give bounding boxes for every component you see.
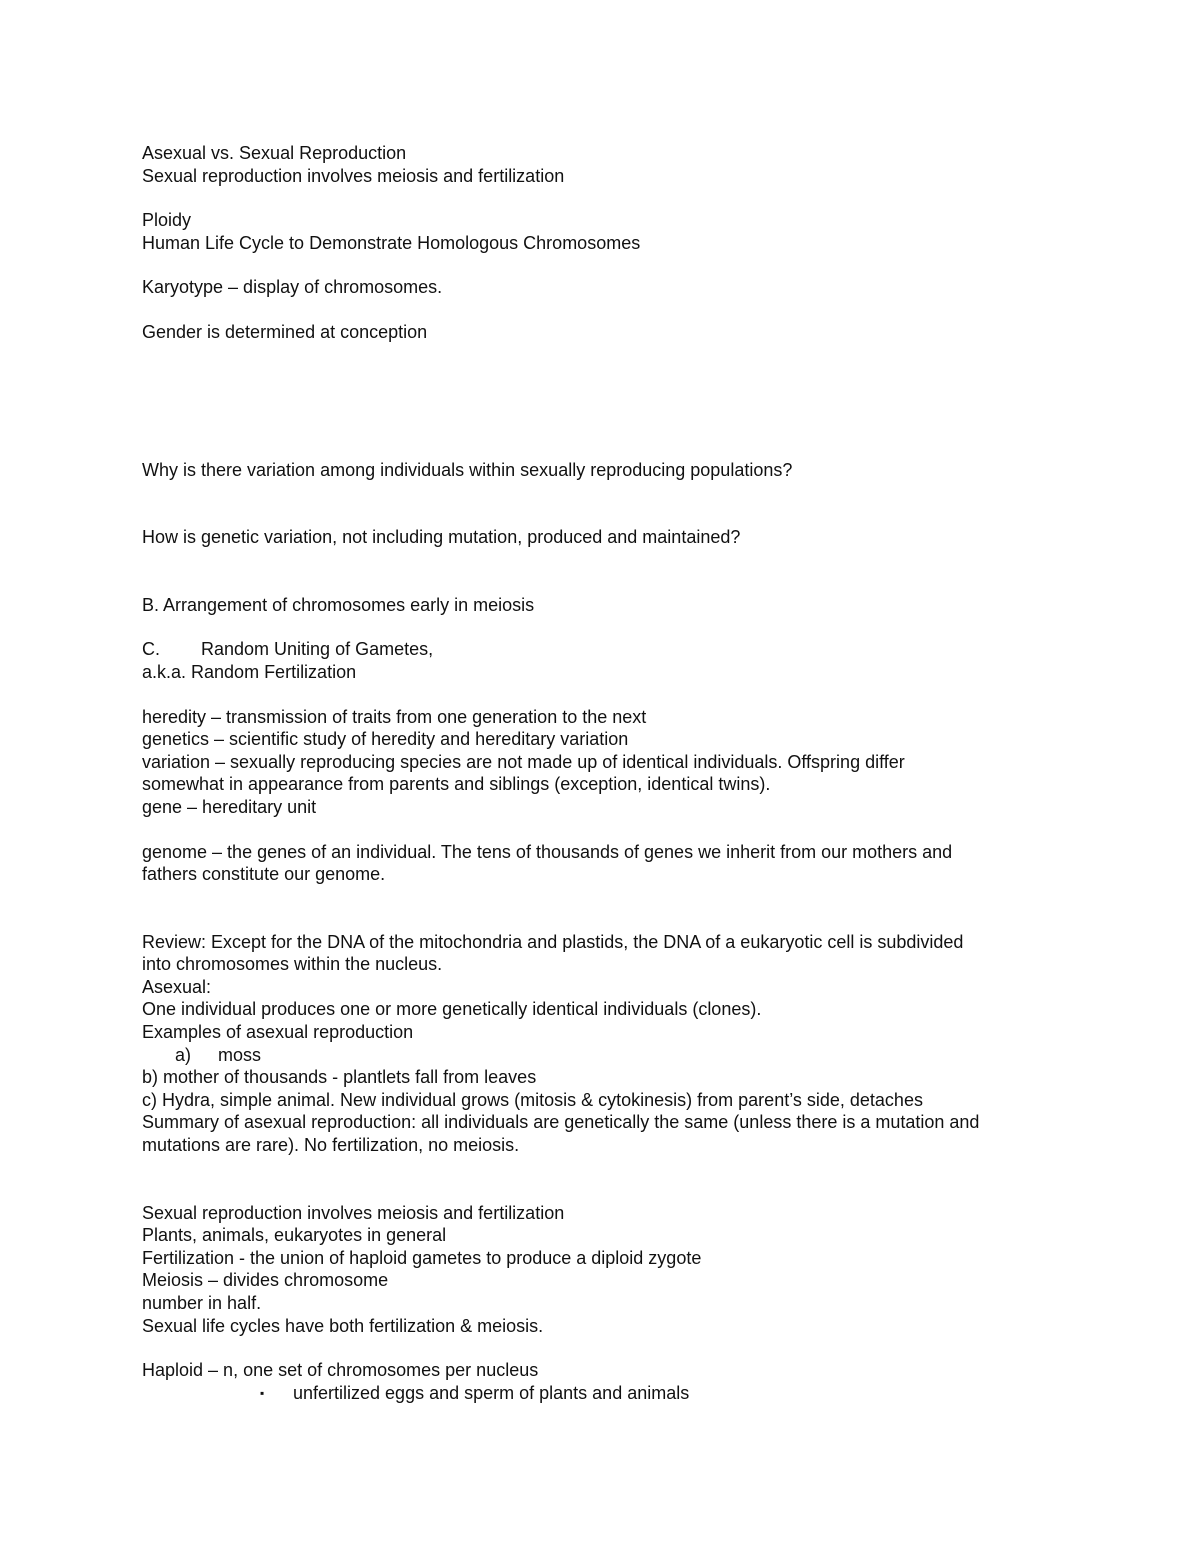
list-item [142, 1382, 1082, 1405]
text-line: Plants, animals, eukaryotes in general [142, 1225, 447, 1246]
text-line-karyotype: Karyotype – display of chromosomes. [142, 277, 443, 298]
example-c: c) Hydra, simple animal. New individual grows (mitosis & cytokinesis) from parent’s side, detaches [142, 1089, 923, 1110]
item-c-marker: C. [142, 639, 160, 660]
question-variation: Why is there variation among individuals within sexually reproducing populations? [142, 459, 793, 480]
text-line-gender: Gender is determined at conception [142, 321, 428, 342]
summary-line-cont: mutations are rare). No fertilization, no meiosis. [142, 1135, 520, 1156]
example-a-marker: a) [175, 1044, 192, 1065]
summary-line: Summary of asexual reproduction: all individuals are genetically the same (unless there is a mutation and [142, 1112, 980, 1133]
item-c-text: Random Uniting of Gametes, [201, 639, 434, 660]
def-fertilization: Fertilization - the union of haploid gametes to produce a diploid zygote [142, 1247, 702, 1268]
examples-heading: Examples of asexual reproduction [142, 1022, 414, 1043]
document-body [142, 142, 1082, 1404]
text-line: Human Life Cycle to Demonstrate Homologous Chromosomes [142, 232, 641, 253]
heading-asexual-vs-sexual: Asexual vs. Sexual Reproduction [142, 143, 407, 163]
text-line: Sexual life cycles have both fertilization & meiosis. [142, 1315, 544, 1336]
example-a [142, 1044, 1082, 1067]
text-line-aka: a.k.a. Random Fertilization [142, 661, 357, 682]
question-genetic-variation: How is genetic variation, not including mutation, produced and maintained? [142, 527, 741, 548]
def-meiosis-cont: number in half. [142, 1293, 262, 1313]
def-genetics: genetics – scientific study of heredity and hereditary variation [142, 729, 629, 750]
def-variation-cont: somewhat in appearance from parents and siblings (exception, identical twins). [142, 774, 771, 795]
review-line: Review: Except for the DNA of the mitochondria and plastids, the DNA of a eukaryotic cell is subdivided [142, 931, 964, 952]
item-c-random-uniting [142, 638, 1082, 661]
item-b-arrangement: B. Arrangement of chromosomes early in meiosis [142, 594, 535, 615]
heading-ploidy: Ploidy [142, 210, 192, 231]
heading-asexual: Asexual: [142, 976, 212, 997]
list-item-text: unfertilized eggs and sperm of plants and animals [293, 1382, 690, 1403]
example-b: b) mother of thousands - plantlets fall from leaves [142, 1067, 537, 1088]
asexual-definition: One individual produces one or more genetically identical individuals (clones). [142, 999, 762, 1020]
bullet-icon: ▪ [260, 1385, 265, 1400]
sexual-heading: Sexual reproduction involves meiosis and fertilization [142, 1202, 565, 1223]
text-line: Sexual reproduction involves meiosis and fertilization [142, 165, 565, 186]
def-haploid: Haploid – n, one set of chromosomes per nucleus [142, 1360, 539, 1381]
def-heredity: heredity – transmission of traits from one generation to the next [142, 706, 647, 727]
def-gene: gene – hereditary unit [142, 796, 317, 817]
def-meiosis: Meiosis – divides chromosome [142, 1270, 389, 1291]
def-genome: genome – the genes of an individual. The tens of thousands of genes we inherit from our mothers and [142, 841, 953, 862]
def-genome-cont: fathers constitute our genome. [142, 864, 386, 885]
def-variation: variation – sexually reproducing species are not made up of identical individuals. Offspring differ [142, 751, 905, 772]
example-a-text: moss [218, 1044, 262, 1065]
review-line-cont: into chromosomes within the nucleus. [142, 954, 443, 975]
